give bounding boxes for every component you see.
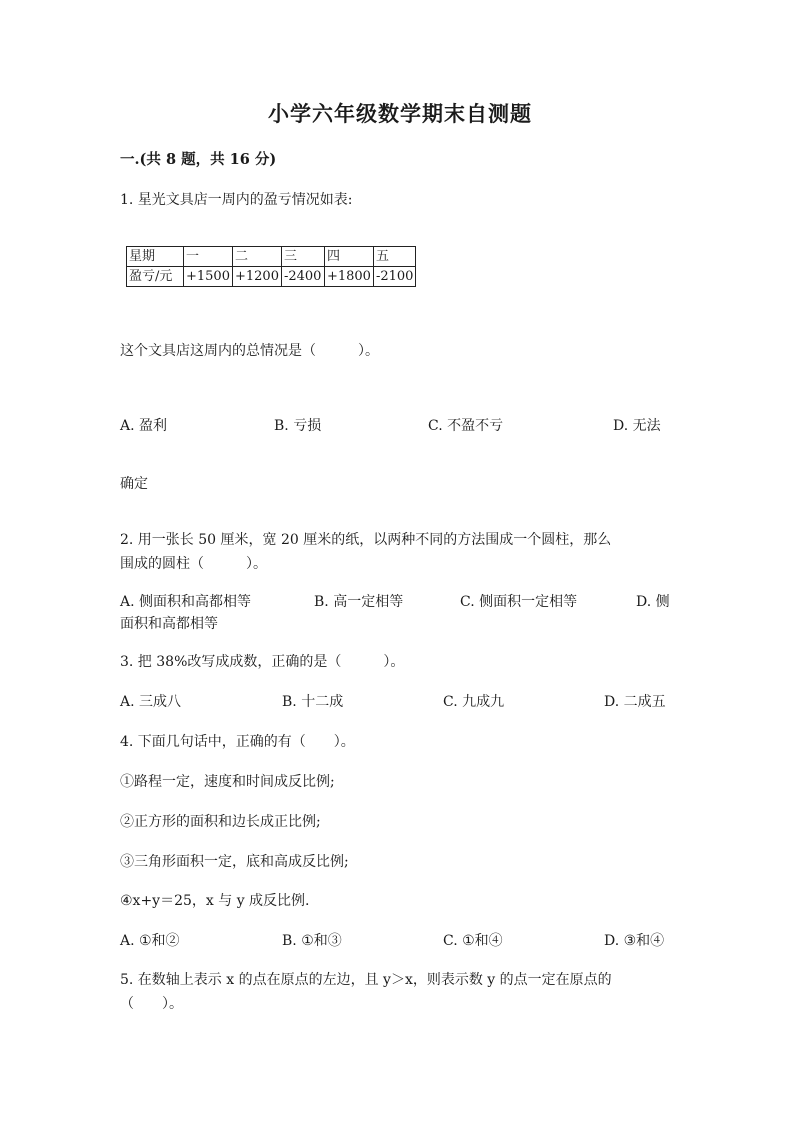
q4-option-b: B. ①和③ <box>282 933 342 949</box>
q3-option-d: D. 二成五 <box>604 694 666 710</box>
table-row <box>127 247 416 267</box>
q2-option-wrap: 面积和高都相等 <box>120 616 218 632</box>
table-cell: 一 <box>184 247 233 267</box>
table-cell: 星期 <box>127 247 184 267</box>
section-heading: 一.(共 8 题，共 16 分) <box>120 151 277 168</box>
q5-stem-line2: （ ）。 <box>120 996 183 1012</box>
q4-stem: 4. 下面几句话中，正确的有（ ）。 <box>120 734 355 750</box>
profit-table <box>126 246 416 287</box>
q2-stem-line2: 围成的圆柱（ ）。 <box>120 556 267 572</box>
q4-statement-4: ④x+y＝25，x 与 y 成反比例. <box>120 893 310 909</box>
q1-stem: 1. 星光文具店一周内的盈亏情况如表: <box>120 192 353 208</box>
table-cell: +1800 <box>324 267 373 287</box>
table-cell: +1500 <box>184 267 233 287</box>
q2-option-b: B. 高一定相等 <box>314 594 404 610</box>
q1-option-wrap: 确定 <box>120 476 148 492</box>
q4-statement-2: ②正方形的面积和边长成正比例; <box>120 814 321 830</box>
table-cell: 五 <box>373 247 415 267</box>
q2-option-c: C. 侧面积一定相等 <box>460 594 578 610</box>
q1-option-a: A. 盈利 <box>120 418 168 434</box>
table-cell: 四 <box>324 247 373 267</box>
q3-option-a: A. 三成八 <box>120 694 182 710</box>
q4-statement-1: ①路程一定，速度和时间成反比例; <box>120 774 335 790</box>
q1-question: 这个文具店这周内的总情况是（ ）。 <box>120 343 379 359</box>
q1-option-d: D. 无法 <box>613 418 661 434</box>
page-title: 小学六年级数学期末自测题 <box>268 101 532 126</box>
table-cell: 盈亏/元 <box>127 267 184 287</box>
q2-option-a: A. 侧面积和高都相等 <box>120 594 252 610</box>
q5-stem-line1: 5. 在数轴上表示 x 的点在原点的左边，且 y＞x，则表示数 y 的点一定在原点的 <box>120 972 612 988</box>
q3-option-b: B. 十二成 <box>282 694 344 710</box>
table-row <box>127 267 416 287</box>
table-cell: -2400 <box>281 267 324 287</box>
q4-option-a: A. ①和② <box>120 933 180 949</box>
q4-option-c: C. ①和④ <box>443 933 503 949</box>
q3-stem: 3. 把 38%改写成成数，正确的是（ ）。 <box>120 654 405 670</box>
q2-option-d: D. 侧 <box>636 594 670 610</box>
q1-option-c: C. 不盈不亏 <box>428 418 504 434</box>
q1-option-b: B. 亏损 <box>274 418 322 434</box>
q4-option-d: D. ③和④ <box>604 933 665 949</box>
q2-stem-line1: 2. 用一张长 50 厘米，宽 20 厘米的纸，以两种不同的方法围成一个圆柱，那么 <box>120 532 612 548</box>
q3-option-c: C. 九成九 <box>443 694 505 710</box>
table-cell: 三 <box>281 247 324 267</box>
table-cell: +1200 <box>232 267 281 287</box>
q4-statement-3: ③三角形面积一定，底和高成反比例; <box>120 854 349 870</box>
table-cell: -2100 <box>373 267 415 287</box>
table-cell: 二 <box>232 247 281 267</box>
